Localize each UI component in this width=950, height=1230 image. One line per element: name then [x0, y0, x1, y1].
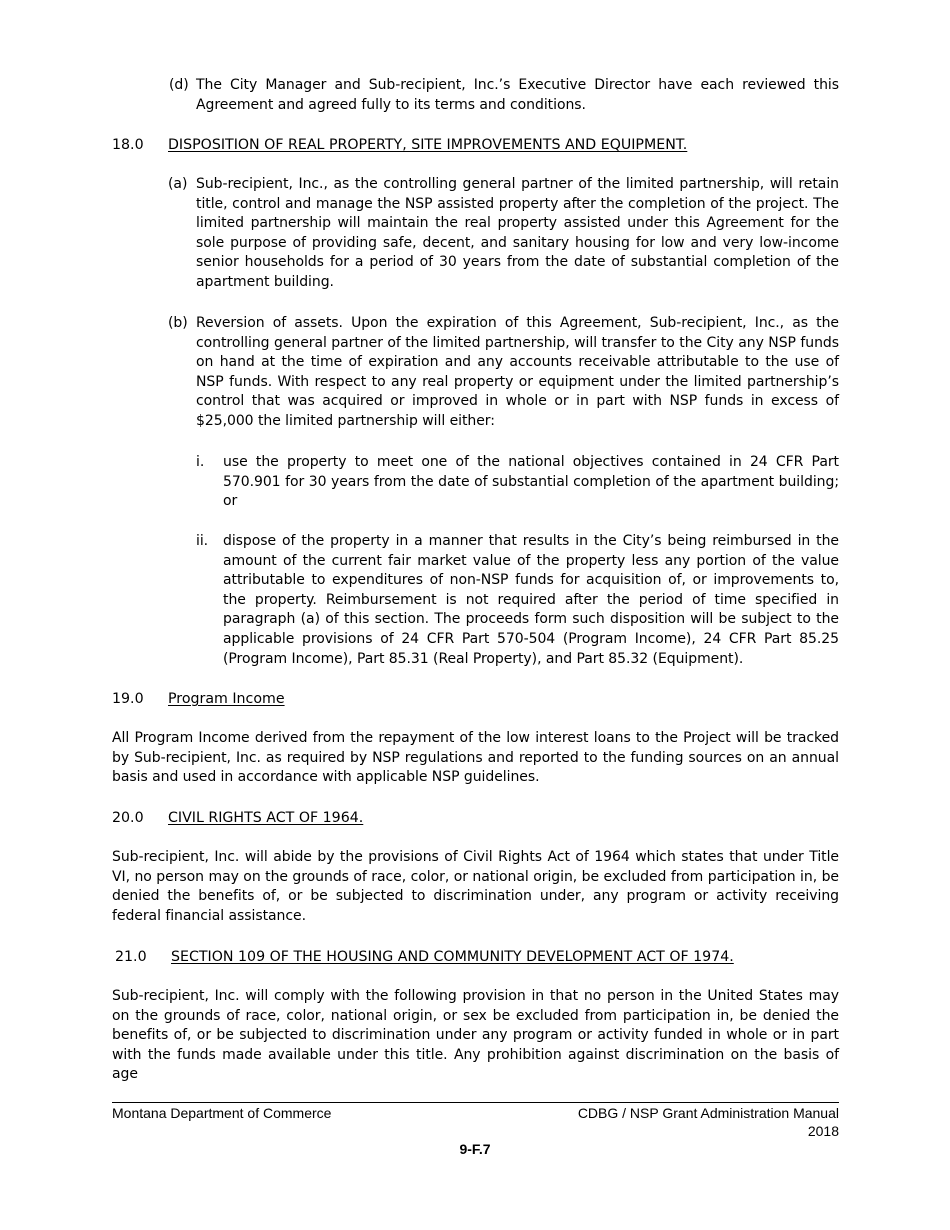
paragraph-18a [168, 175, 839, 293]
section-19-heading [112, 689, 285, 709]
section-20-title: CIVIL RIGHTS ACT OF 1964. [168, 810, 364, 826]
paragraph-d [169, 76, 839, 115]
section-21-text: Sub-recipient, Inc. will comply with the following provision in that no person in the United States may on the grounds of race, color, national origin, or sex be excluded from participation in, be denied the benefits of, or be subjected to discrimination under any program or activity funded in whole or in part with the funds made available under this title. Any prohibition against discrimination on the basis of age [112, 988, 839, 1083]
paragraph-18a-label: (a) [168, 176, 188, 192]
section-19-number: 19.0 [112, 691, 144, 707]
section-19-text: All Program Income derived from the repayment of the low interest loans to the Project will be tracked by Sub-recipient, Inc. as required by NSP regulations and reported to the funding sources on an annual basis and used in accordance with applicable NSP guidelines. [112, 730, 839, 786]
paragraph-d-label: (d) [169, 77, 189, 93]
subparagraph-i-label: i. [196, 454, 205, 470]
footer-rule [112, 1102, 839, 1103]
footer-right-line2: 2018 [807, 1123, 839, 1139]
section-20-heading [112, 808, 363, 828]
footer-left: Montana Department of Commerce [112, 1105, 332, 1121]
section-21-title: SECTION 109 OF THE HOUSING AND COMMUNITY DEVELOPMENT ACT OF 1974. [171, 949, 734, 965]
footer-right-line1: CDBG / NSP Grant Administration Manual [577, 1105, 839, 1121]
section-19-title: Program Income [168, 691, 285, 707]
page-number: 9-F.7 [459, 1141, 491, 1157]
subparagraph-i-text: use the property to meet one of the national objectives contained in 24 CFR Part 570.901 for 30 years from the date of substantial completion of the apartment building; or [223, 454, 839, 510]
section-18-heading [112, 135, 687, 155]
subparagraph-ii-label: ii. [196, 533, 209, 549]
section-21-heading [115, 947, 734, 967]
section-21-number: 21.0 [115, 949, 147, 965]
paragraph-18b-text: Reversion of assets. Upon the expiration of this Agreement, Sub-recipient, Inc., as the controlling general partner of the limited partnership, will transfer to the City any NSP funds on hand at the time of expiration and any accounts receivable attributable to the use of NSP funds. With respect to any real property or equipment under the limited partnership’s control that was acquired or improved in whole or in part with NSP funds in excess of $25,000 the limited partnership will either: [196, 315, 839, 429]
paragraph-18b [168, 314, 839, 432]
subparagraph-ii-text: dispose of the property in a manner that results in the City’s being reimbursed in the amount of the current fair market value of the property less any portion of the value attributable to expenditures of non-NSP funds for acquisition of, or improvements to, the property. Reimbursement is not required after the period of time specified in paragraph (a) of this section. The proceeds form such disposition will be subject to the applicable provisions of 24 CFR Part 570-504 (Program Income), 24 CFR Part 85.25 (Program Income), Part 85.31 (Real Property), and Part 85.32 (Equipment). [223, 533, 839, 667]
section-18-title: DISPOSITION OF REAL PROPERTY, SITE IMPROVEMENTS AND EQUIPMENT. [168, 137, 688, 153]
paragraph-18b-label: (b) [168, 315, 188, 331]
paragraph-18a-text: Sub-recipient, Inc., as the controlling general partner of the limited partnership, will retain title, control and manage the NSP assisted property after the completion of the project. The limited partnership will maintain the real property assisted under this Agreement for the sole purpose of providing safe, decent, and sanitary housing for low and very low-income senior households for a period of 30 years from the date of substantial completion of the apartment building. [196, 176, 839, 290]
section-20-text: Sub-recipient, Inc. will abide by the provisions of Civil Rights Act of 1964 which states that under Title VI, no person may on the grounds of race, color, or national origin, be excluded from participation in, be denied the benefits of, or be subjected to discrimination under, any program or activity receiving federal financial assistance. [112, 849, 839, 924]
section-20-number: 20.0 [112, 810, 144, 826]
paragraph-d-text: The City Manager and Sub-recipient, Inc.’s Executive Director have each reviewed this Agreement and agreed fully to its terms and conditions. [196, 77, 839, 113]
subparagraph-ii [196, 532, 839, 669]
subparagraph-i [196, 453, 839, 512]
section-18-number: 18.0 [112, 137, 144, 153]
